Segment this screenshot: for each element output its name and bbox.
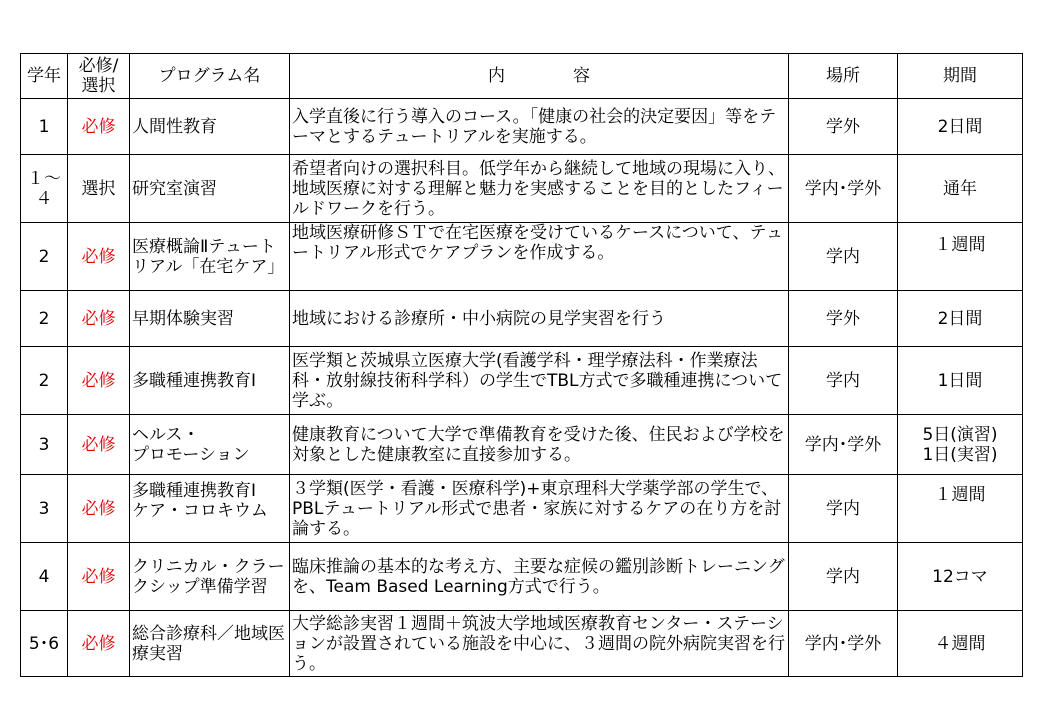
header-row <box>21 54 1023 99</box>
type-cell: 必修 <box>68 611 130 677</box>
content-cell: ３学類(医学・看護・医療科学)+東京理科大学薬学部の学生で、PBLテュートリアル形式で患者・家族に対するケアの在り方を討論する。 <box>290 475 789 543</box>
header-grade: 学年 <box>21 54 68 99</box>
period-cell: 通年 <box>898 155 1023 223</box>
table-row <box>21 155 1023 223</box>
type-cell: 選択 <box>68 155 130 223</box>
place-cell: 学外 <box>789 99 898 155</box>
content-cell: 大学総診実習１週間＋筑波大学地域医療教育センター・ステーションが設置されている施設を中心に、３週間の院外病院実習を行う。 <box>290 611 789 677</box>
grade-cell: 5･6 <box>21 611 68 677</box>
grade-cell: 2 <box>21 223 68 291</box>
grade-cell: 2 <box>21 291 68 347</box>
curriculum-table <box>20 53 1023 677</box>
header-place: 場所 <box>789 54 898 99</box>
program-cell: ヘルス・ プロモーション <box>130 415 290 475</box>
program-cell: 早期体験実習 <box>130 291 290 347</box>
period-cell: 2日間 <box>898 291 1023 347</box>
grade-cell: 4 <box>21 543 68 611</box>
period-cell: １週間 <box>898 223 1023 291</box>
period-cell: ４週間 <box>898 611 1023 677</box>
table-row <box>21 475 1023 543</box>
table-row <box>21 347 1023 415</box>
place-cell: 学内 <box>789 223 898 291</box>
grade-cell: １～ ４ <box>21 155 68 223</box>
period-cell: 5日(演習) 1日(実習) <box>898 415 1023 475</box>
content-cell: 臨床推論の基本的な考え方、主要な症候の鑑別診断トレーニングを、Team Based Learning方式で行う。 <box>290 543 789 611</box>
table-row <box>21 99 1023 155</box>
period-cell: 12コマ <box>898 543 1023 611</box>
period-cell: 1日間 <box>898 347 1023 415</box>
type-cell: 必修 <box>68 475 130 543</box>
program-cell: 多職種連携教育Ⅰ ケア・コロキウム <box>130 475 290 543</box>
program-cell: 人間性教育 <box>130 99 290 155</box>
program-cell: 総合診療科／地域医療実習 <box>130 611 290 677</box>
content-cell: 医学類と茨城県立医療大学(看護学科・理学療法科・作業療法科・放射線技術科学科）の学生でTBL方式で多職種連携について学ぶ。 <box>290 347 789 415</box>
program-cell: 多職種連携教育Ⅰ <box>130 347 290 415</box>
content-cell: 入学直後に行う導入のコース。「健康の社会的決定要因」等をテーマとするテュートリアルを実施する。 <box>290 99 789 155</box>
place-cell: 学内･学外 <box>789 155 898 223</box>
table-row <box>21 223 1023 291</box>
table-row <box>21 291 1023 347</box>
table-row <box>21 543 1023 611</box>
program-cell: 研究室演習 <box>130 155 290 223</box>
content-cell: 地域医療研修ＳＴで在宅医療を受けているケースについて、テュートリアル形式でケアプランを作成する。 <box>290 223 789 291</box>
type-cell: 必修 <box>68 415 130 475</box>
table-row <box>21 611 1023 677</box>
grade-cell: 1 <box>21 99 68 155</box>
header-type: 必修/ 選択 <box>68 54 130 99</box>
period-cell: 2日間 <box>898 99 1023 155</box>
table-row <box>21 415 1023 475</box>
type-cell: 必修 <box>68 99 130 155</box>
place-cell: 学外 <box>789 291 898 347</box>
grade-cell: 3 <box>21 415 68 475</box>
type-cell: 必修 <box>68 223 130 291</box>
header-period: 期間 <box>898 54 1023 99</box>
content-cell: 希望者向けの選択科目。低学年から継続して地域の現場に入り、地域医療に対する理解と魅力を実感することを目的としたフィールドワークを行う。 <box>290 155 789 223</box>
place-cell: 学内･学外 <box>789 415 898 475</box>
header-content: 内 容 <box>290 54 789 99</box>
header-program: プログラム名 <box>130 54 290 99</box>
content-cell: 健康教育について大学で準備教育を受けた後、住民および学校を対象とした健康教室に直接参加する。 <box>290 415 789 475</box>
type-cell: 必修 <box>68 543 130 611</box>
place-cell: 学内 <box>789 347 898 415</box>
type-cell: 必修 <box>68 291 130 347</box>
period-cell: １週間 <box>898 475 1023 543</box>
program-cell: 医療概論Ⅱテュートリアル「在宅ケア」 <box>130 223 290 291</box>
grade-cell: 3 <box>21 475 68 543</box>
program-cell: クリニカル・クラークシップ準備学習 <box>130 543 290 611</box>
grade-cell: 2 <box>21 347 68 415</box>
place-cell: 学内･学外 <box>789 611 898 677</box>
type-cell: 必修 <box>68 347 130 415</box>
place-cell: 学内 <box>789 543 898 611</box>
place-cell: 学内 <box>789 475 898 543</box>
content-cell: 地域における診療所・中小病院の見学実習を行う <box>290 291 789 347</box>
